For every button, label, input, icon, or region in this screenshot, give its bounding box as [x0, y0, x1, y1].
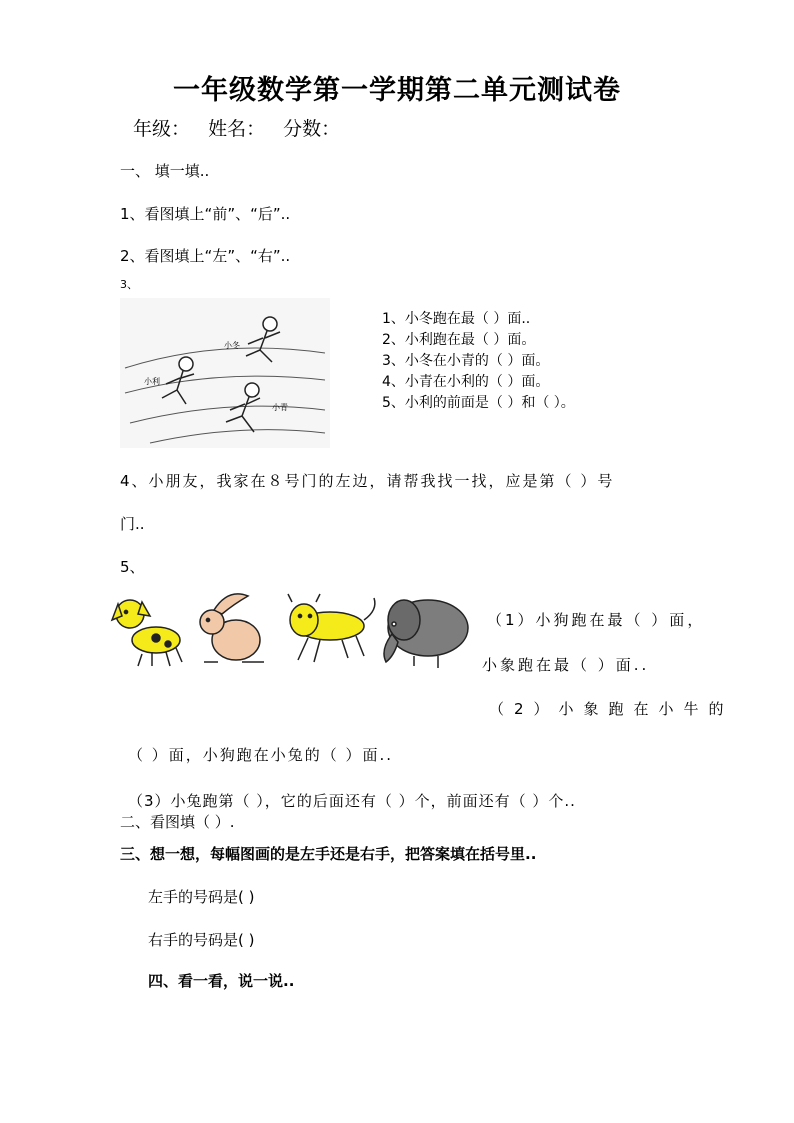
elephant-figure — [384, 600, 468, 668]
section-4-heading: 四、看一看，说一说.. — [148, 972, 295, 990]
rabbit-figure — [200, 594, 264, 662]
question-5-part-e: （3）小兔跑第（ ），它的后面还有（ ）个，前面还有（ ）个.. — [128, 792, 576, 810]
question-5-part-a: （1）小狗跑在最（ ）面， — [487, 611, 706, 629]
question-3-item: 1、小冬跑在最（ ）面.. — [382, 311, 531, 327]
name-label: 姓名： — [208, 118, 266, 140]
running-children-picture — [120, 298, 330, 448]
question-3-item: 2、小利跑在最（ ）面。 — [382, 332, 536, 348]
right-hand-answer: 右手的号码是( ) — [148, 931, 255, 949]
label-xiaoqing: 小青 — [272, 403, 288, 412]
question-5-part-d: （ ）面，小狗跑在小兔的（ ）面.. — [128, 746, 394, 764]
question-2: 2、看图填上“左”、“右”.. — [120, 247, 291, 265]
dog-figure — [112, 600, 182, 666]
page-title: 一年级数学第一学期第二单元测试卷 — [173, 75, 621, 106]
animals-picture — [108, 590, 473, 670]
score-label: 分数： — [283, 118, 341, 140]
question-5-part-b: 小象跑在最（ ）面.. — [482, 656, 650, 674]
left-hand-answer: 左手的号码是( ) — [148, 888, 255, 906]
question-3-item: 3、小冬在小青的（ ）面。 — [382, 353, 550, 369]
question-4-line-1: 4、小朋友，我家在８号门的左边，请帮我找一找，应是第（ ）号 — [120, 472, 615, 490]
question-3-number: 3、 — [120, 278, 138, 291]
section-2-heading: 二、看图填（ ）. — [120, 813, 235, 831]
question-1: 1、看图填上“前”、“后”.. — [120, 205, 291, 223]
question-3-item: 4、小青在小利的（ ）面。 — [382, 374, 550, 390]
section-3-heading: 三、想一想，每幅图画的是左手还是右手，把答案填在括号里.. — [120, 845, 537, 863]
student-info-header — [133, 114, 352, 141]
question-3-items — [382, 309, 575, 414]
label-xiaoli: 小利 — [144, 377, 160, 386]
grade-label: 年级： — [133, 118, 191, 140]
question-3-item: 5、小利的前面是（ ）和（ ）。 — [382, 395, 575, 411]
section-1-heading: 一、 填一填.. — [120, 162, 210, 180]
question-5-part-c: （2）小象跑在小牛的 — [489, 700, 734, 718]
label-xiaodong: 小冬 — [224, 341, 240, 350]
question-4-line-2: 门.. — [120, 515, 145, 533]
cow-figure — [288, 594, 375, 662]
question-5-number: 5、 — [120, 558, 145, 576]
